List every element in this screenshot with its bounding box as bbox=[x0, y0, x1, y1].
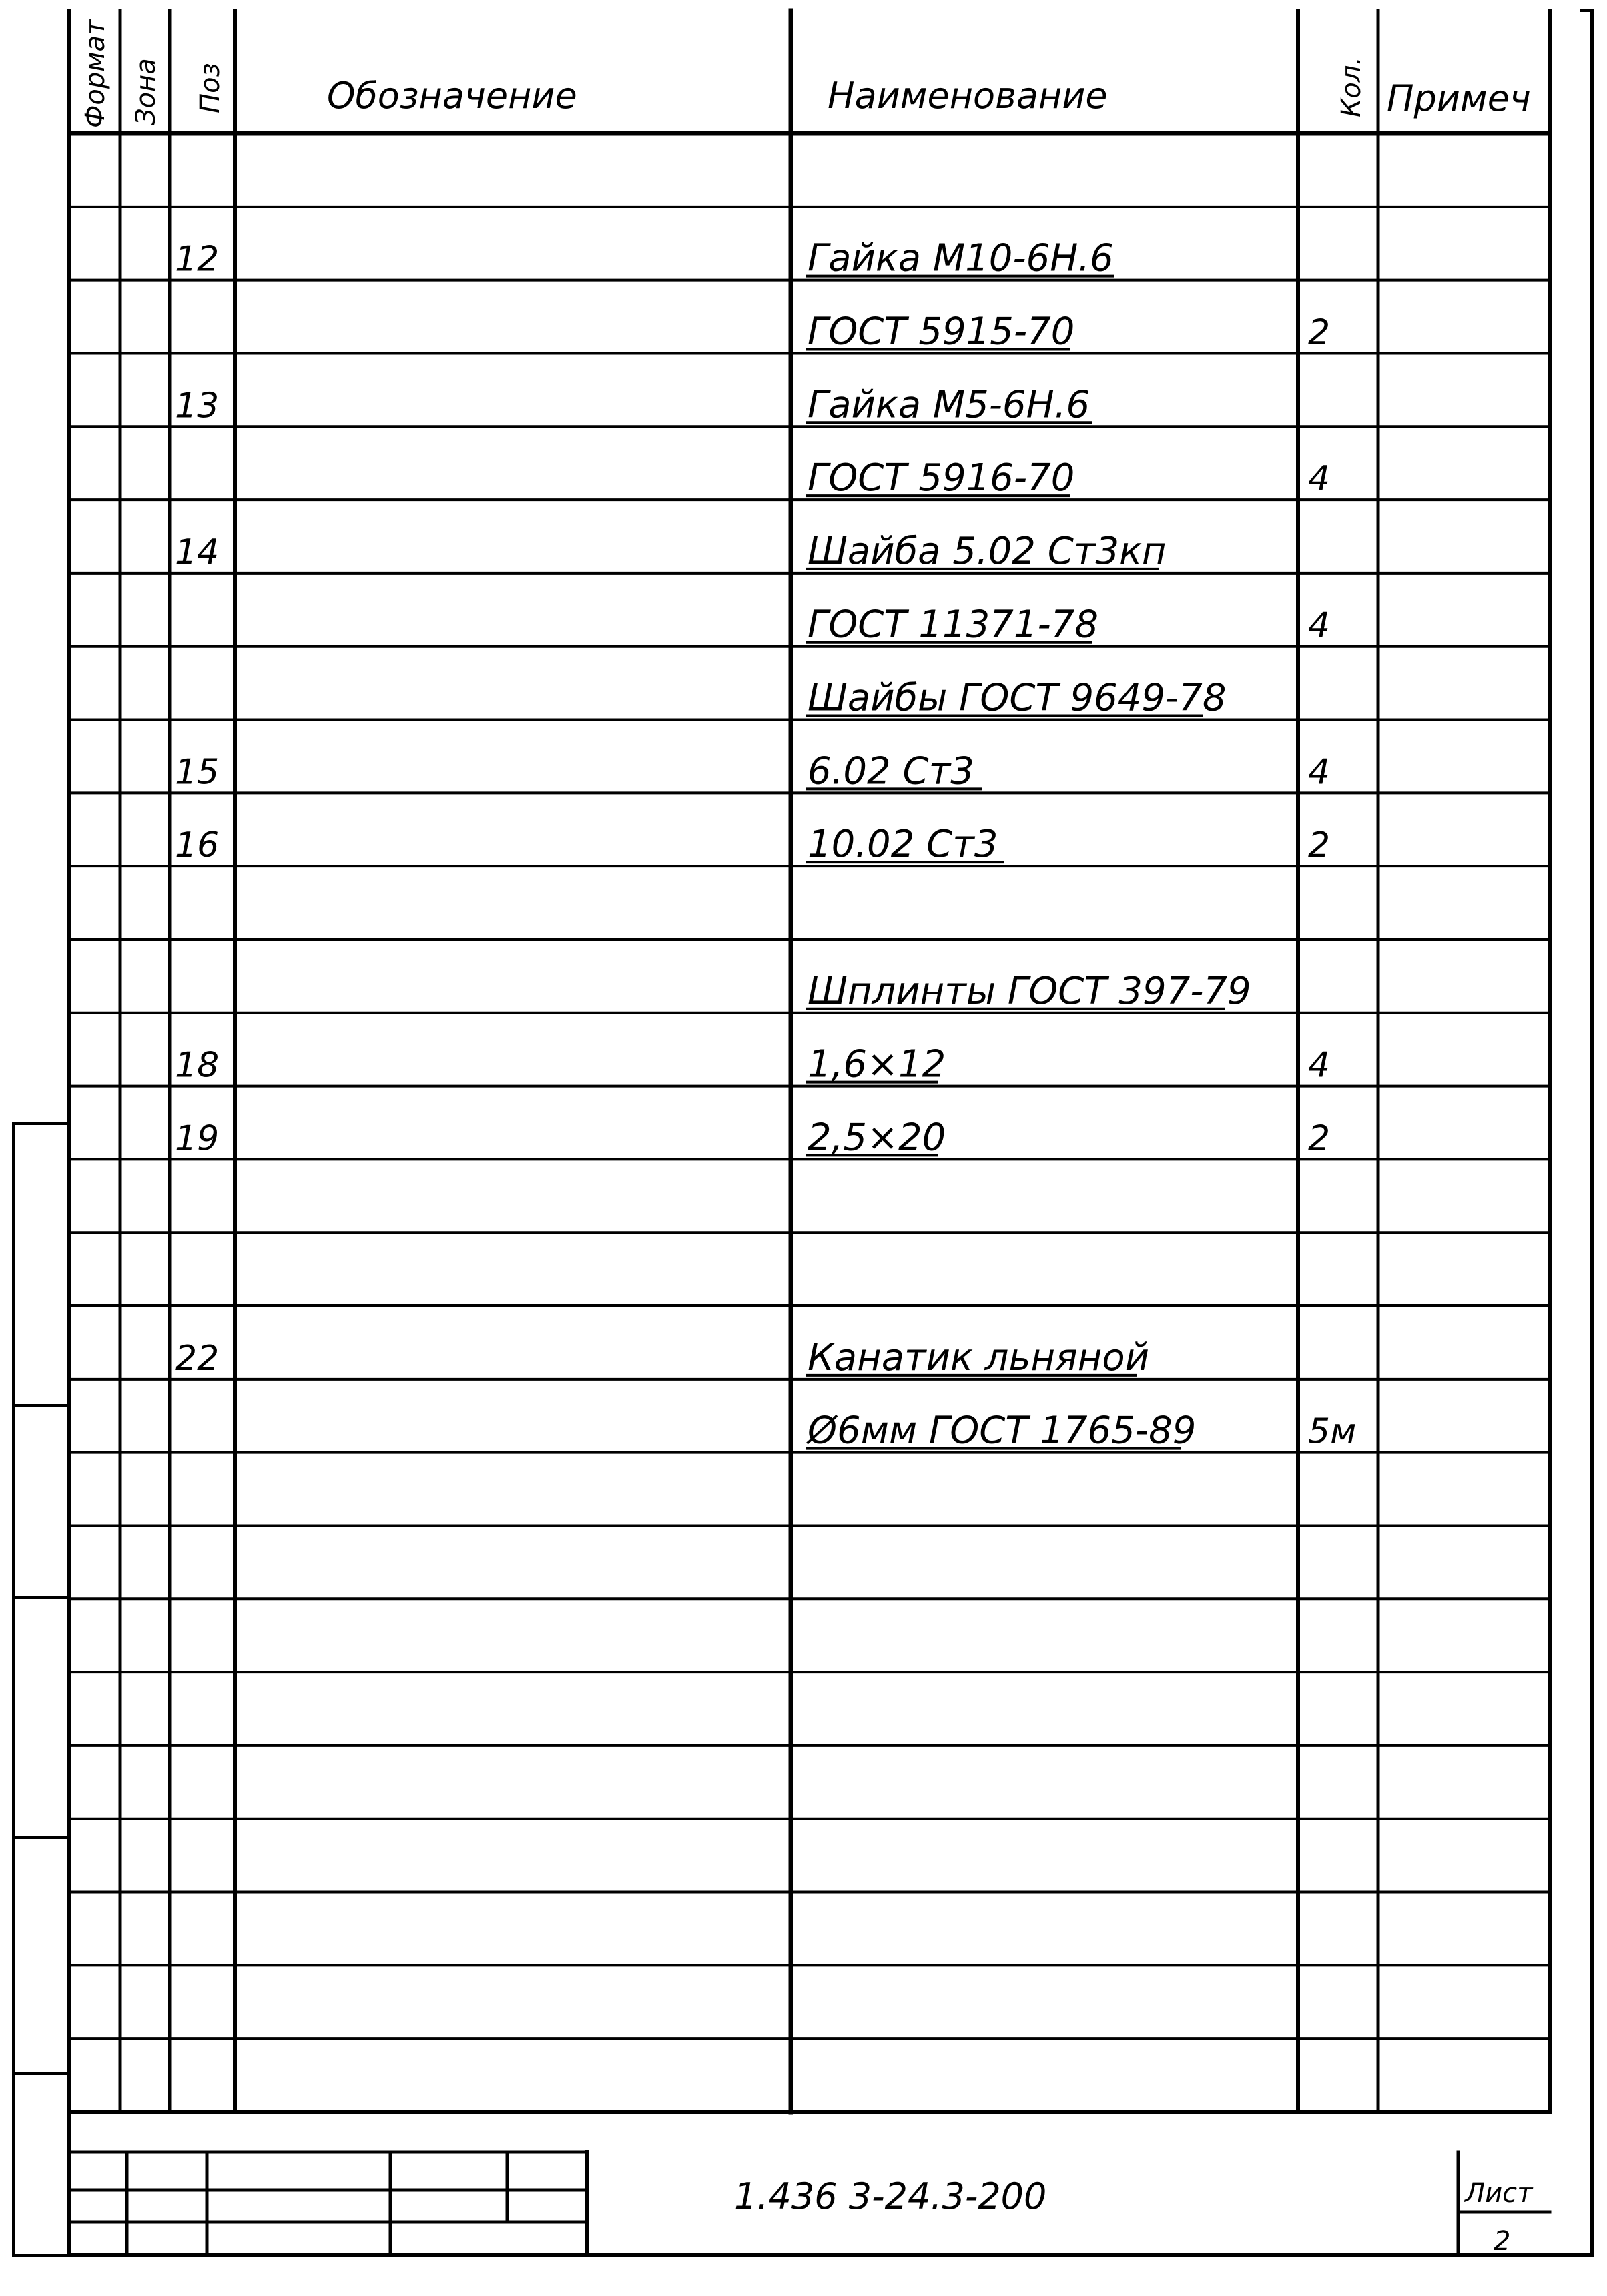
row-name: ГОСТ 11371-78 bbox=[808, 603, 1098, 647]
row-name: 6.02 Ст3 bbox=[808, 749, 974, 793]
row-name: Шайба 5.02 Ст3кп bbox=[808, 529, 1167, 573]
title-block-text bbox=[734, 2175, 1534, 2257]
row-qty: 4 bbox=[1308, 1045, 1331, 1086]
left-binding-strip bbox=[13, 1124, 69, 2255]
row-name: ГОСТ 5916-70 bbox=[808, 456, 1075, 500]
row-name: Гайка М5-6Н.6 bbox=[808, 383, 1090, 427]
header-name: Наименование bbox=[828, 75, 1108, 117]
row-qty: 4 bbox=[1308, 459, 1331, 500]
table-row bbox=[806, 603, 1330, 647]
table-row bbox=[806, 1409, 1356, 1453]
row-qty: 4 bbox=[1308, 605, 1331, 646]
row-pos: 13 bbox=[175, 386, 220, 426]
table-rows bbox=[175, 237, 1356, 1453]
row-qty: 2 bbox=[1308, 312, 1331, 353]
table-row bbox=[806, 456, 1330, 500]
table-row bbox=[175, 1043, 1330, 1086]
table-row bbox=[175, 1336, 1149, 1379]
document-code: 1.436 3-24.3-200 bbox=[734, 2175, 1047, 2217]
row-pos: 18 bbox=[175, 1045, 220, 1086]
row-pos: 16 bbox=[175, 825, 220, 866]
row-qty: 5м bbox=[1308, 1411, 1357, 1452]
table-row bbox=[806, 310, 1330, 353]
row-name: 2,5×20 bbox=[808, 1116, 946, 1160]
header-pos: Поз bbox=[195, 63, 226, 113]
row-pos: 12 bbox=[175, 239, 220, 280]
table-row bbox=[175, 823, 1330, 866]
table-header bbox=[80, 19, 1531, 128]
header-zone: Зона bbox=[131, 58, 162, 125]
header-note: Примеч bbox=[1387, 77, 1531, 119]
row-name: Канатик льняной bbox=[808, 1335, 1150, 1379]
row-qty: 2 bbox=[1308, 825, 1331, 866]
row-name: 10.02 Ст3 bbox=[808, 823, 998, 867]
row-name: 1,6×12 bbox=[808, 1042, 946, 1086]
table-row bbox=[806, 677, 1227, 720]
header-qty: Кол. bbox=[1336, 56, 1367, 117]
row-name: Ø6мм ГОСТ 1765-89 bbox=[808, 1409, 1197, 1453]
row-pos: 19 bbox=[175, 1118, 220, 1159]
row-name: Шплинты ГОСТ 397-79 bbox=[808, 969, 1251, 1013]
row-pos: 22 bbox=[175, 1338, 220, 1379]
table-row bbox=[806, 970, 1251, 1013]
header-format: Формат bbox=[80, 19, 111, 128]
sheet-label: Лист bbox=[1465, 2178, 1533, 2209]
row-pos: 14 bbox=[175, 532, 220, 572]
row-pos: 15 bbox=[175, 752, 220, 793]
row-name: Шайбы ГОСТ 9649-78 bbox=[808, 676, 1227, 720]
drawing-frame bbox=[13, 11, 1592, 2255]
row-qty: 4 bbox=[1308, 752, 1331, 793]
row-name: ГОСТ 5915-70 bbox=[808, 310, 1075, 354]
table-row bbox=[175, 530, 1167, 573]
header-designation: Обозначение bbox=[327, 75, 577, 117]
row-qty: 2 bbox=[1308, 1118, 1331, 1159]
table-row bbox=[175, 1116, 1330, 1159]
table-row bbox=[175, 237, 1114, 280]
sheet-number: 2 bbox=[1494, 2226, 1511, 2257]
table-row bbox=[175, 383, 1092, 426]
row-name: Гайка М10-6Н.6 bbox=[808, 236, 1114, 280]
table-row bbox=[175, 749, 1330, 793]
